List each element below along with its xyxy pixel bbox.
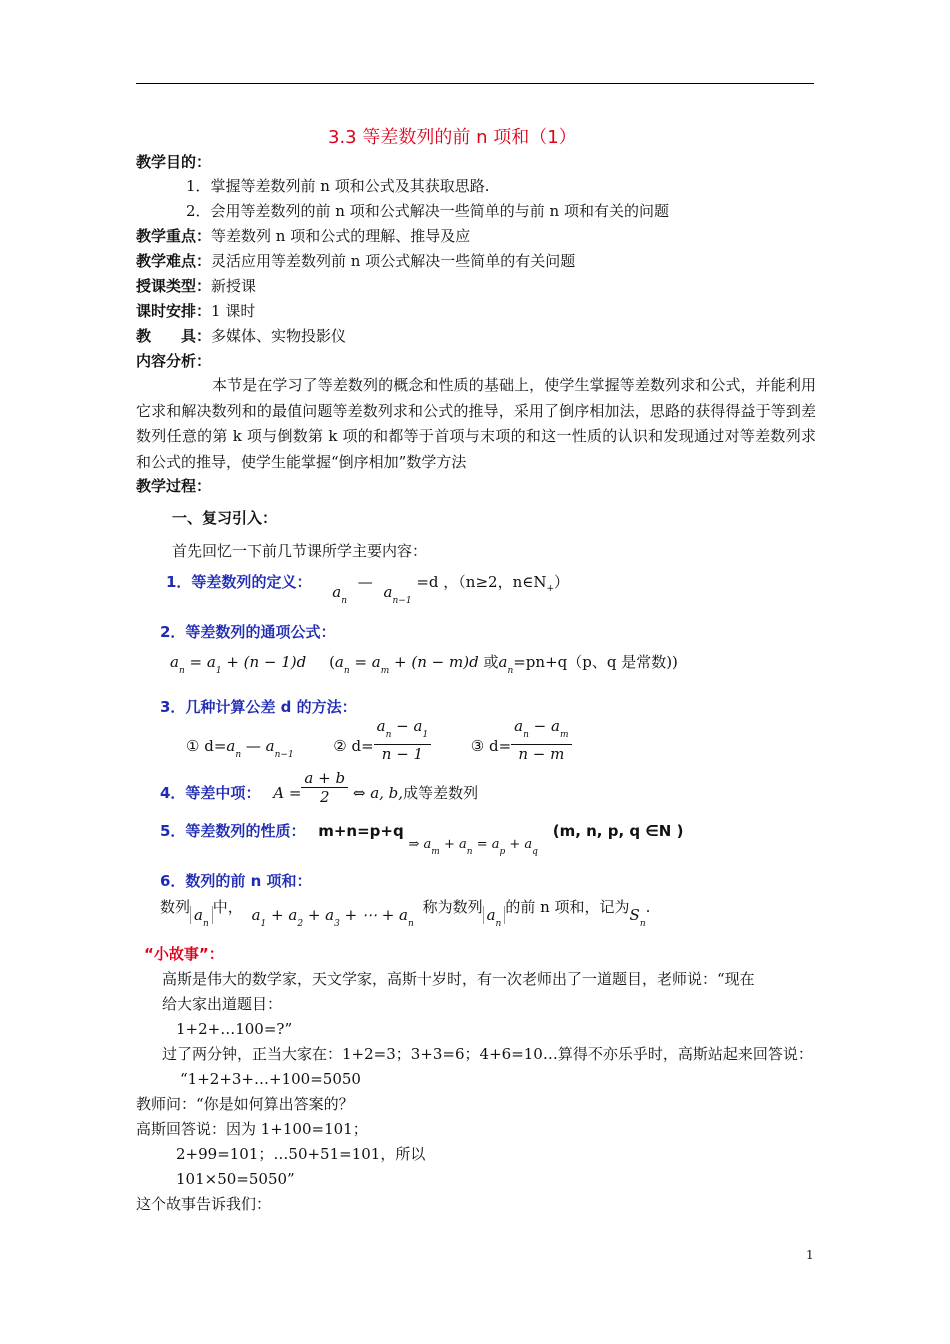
meta-value: 灵活应用等差数列前 n 项公式解决一些简单的有关问题 — [211, 252, 576, 270]
definition-label: 1．等差数列的定义： — [166, 573, 312, 591]
definition-tail: =d ，（n≥2，n∈N — [416, 573, 547, 591]
partial-sum-text-c: 称为数列 — [422, 898, 483, 916]
general-term-tail: =pn+q（p、q 是常数)) — [513, 653, 678, 671]
story-line: 过了两分钟，正当大家在：1+2=3；3+3=6；4+6=10…算得不亦乐乎时，高斯站起来回答说： — [162, 1045, 813, 1063]
process-heading: 教学过程： — [136, 477, 212, 495]
meta-row — [136, 301, 255, 321]
section-heading: 一、复习引入： — [172, 509, 278, 527]
general-term-label: 2．等差数列的通项公式： — [160, 623, 336, 641]
method-2: ② d= — [333, 737, 374, 755]
meta-value: 新授课 — [211, 277, 257, 295]
story-line: 2+99=101；…50+51=101，所以 — [176, 1145, 426, 1163]
properties-condition: m+n=p+q — [318, 822, 404, 840]
or-word: 或 — [483, 653, 499, 671]
meta-value: 1 课时 — [211, 302, 256, 320]
meta-value: 多媒体、实物投影仪 — [211, 327, 347, 345]
meta-row — [136, 251, 575, 271]
properties-label: 5．等差数列的性质： — [160, 822, 306, 840]
plus-subscript: + — [546, 584, 555, 594]
meta-label: 教 具： — [136, 327, 212, 345]
partial-sum-text-b: 中， — [212, 898, 243, 916]
partial-sum-text-d: 的前 n 项和，记为 — [505, 898, 630, 916]
story-line: 高斯是伟大的数学家，天文学家，高斯十岁时，有一次老师出了一道题目，老师说：“现在 — [162, 970, 755, 988]
arithmetic-mean-tail: 成等差数列 — [403, 784, 479, 802]
arithmetic-mean-line: 4．等差中项： A = $\frac{a + b}{2}$ ⇔ a, b,成等差数列 — [160, 768, 479, 806]
intro-line: 首先回忆一下前几节课所学主要内容： — [172, 542, 428, 560]
partial-sum-line: 数列 $a_n$中， $a_1 + a_2 + a_3$ + ⋯ + $a_n$ 称为数列 $a_n$的前 n 项和，记为$S_n$. — [160, 898, 651, 929]
page-number: 1 — [806, 1248, 814, 1262]
analysis-paragraph: 本节是在学习了等差数列的概念和性质的基础上，使学生掌握等差数列求和公式，并能利用它求和解决数列和的最值问题等差数列求和公式的推导，采用了倒序相加法，思路的获得得益于等到差数列任意的第 k 项与倒数第 k 项的和都等于首项与末项的和这一性质的认识和发现通过对等差数列求和公式的推导，使学生能掌握“倒序相加”数学方法 — [136, 376, 816, 471]
methods-label: 3．几种计算公差 d 的方法： — [160, 698, 357, 716]
meta-label: 教学难点： — [136, 252, 212, 270]
story-line: “1+2+3+…+100=5050 — [180, 1070, 361, 1088]
method-3: ③ d= — [470, 737, 512, 755]
methods-formulas: ① $d=a_n$ — $a_{n-1}$ ② d= $\frac{a_n - a_1}{n - 1}$ ③ d= $\frac{a_n - a_m}{n - m}$ — [186, 731, 572, 767]
header-rule — [136, 83, 814, 84]
meta-value: 等差数列 n 项和公式的理解、推导及应 — [211, 227, 471, 245]
properties-line: 5．等差数列的性质： m+n=p+q ⇒ $a_m + a_n = a_p + a_q$ (m, n, p, q ∈N ) — [160, 822, 684, 857]
story-heading: “小故事”： — [144, 945, 224, 963]
definition-close: ） — [554, 573, 570, 591]
meta-row — [136, 276, 256, 296]
general-term-formula: $a_n = a_1 + (n - 1)d$ ($a_n = a_m + (n - m)d$ 或$a_n=pn+q(p$、q 是常数)) — [170, 653, 678, 676]
page-title: 3.3 等差数列的前 n 项和（1） — [328, 127, 577, 148]
story-line: 教师问：“你是如何算出答案的？ — [136, 1095, 354, 1113]
story-line: 高斯回答说：因为 1+100=101； — [136, 1120, 368, 1138]
story-line: 给大家出道题目： — [162, 995, 283, 1013]
objective-item: 2．会用等差数列的前 n 项和公式解决一些简单的与前 n 项和有关的问题 — [186, 202, 669, 220]
method-1: ① d= — [186, 737, 227, 755]
partial-sum-text-e: . — [645, 898, 651, 916]
meta-label: 教学重点： — [136, 227, 212, 245]
partial-sum-label: 6．数列的前 n 项和： — [160, 872, 312, 890]
arithmetic-mean-label: 4．等差中项： — [160, 784, 261, 802]
meta-row — [136, 326, 346, 346]
meta-label: 授课类型： — [136, 277, 212, 295]
objective-item: 1．掌握等差数列前 n 项和公式及其获取思路. — [186, 177, 490, 195]
objectives-heading: 教学目的： — [136, 153, 212, 171]
analysis-heading: 内容分析： — [136, 352, 212, 370]
definition-line: 1．等差数列的定义： $a_n$ — $a_{n-1} =d$ ，（n≥2，$n\in N_+$） — [166, 573, 570, 606]
partial-sum-text-a: 数列 — [160, 898, 191, 916]
story-line: 101×50=5050” — [176, 1170, 295, 1188]
story-line: 这个故事告诉我们： — [136, 1195, 272, 1213]
properties-tail: (m, n, p, q ∈N ) — [552, 822, 684, 840]
story-line: 1+2+…100=?” — [176, 1020, 293, 1038]
meta-label: 课时安排： — [136, 302, 212, 320]
meta-row — [136, 226, 470, 246]
